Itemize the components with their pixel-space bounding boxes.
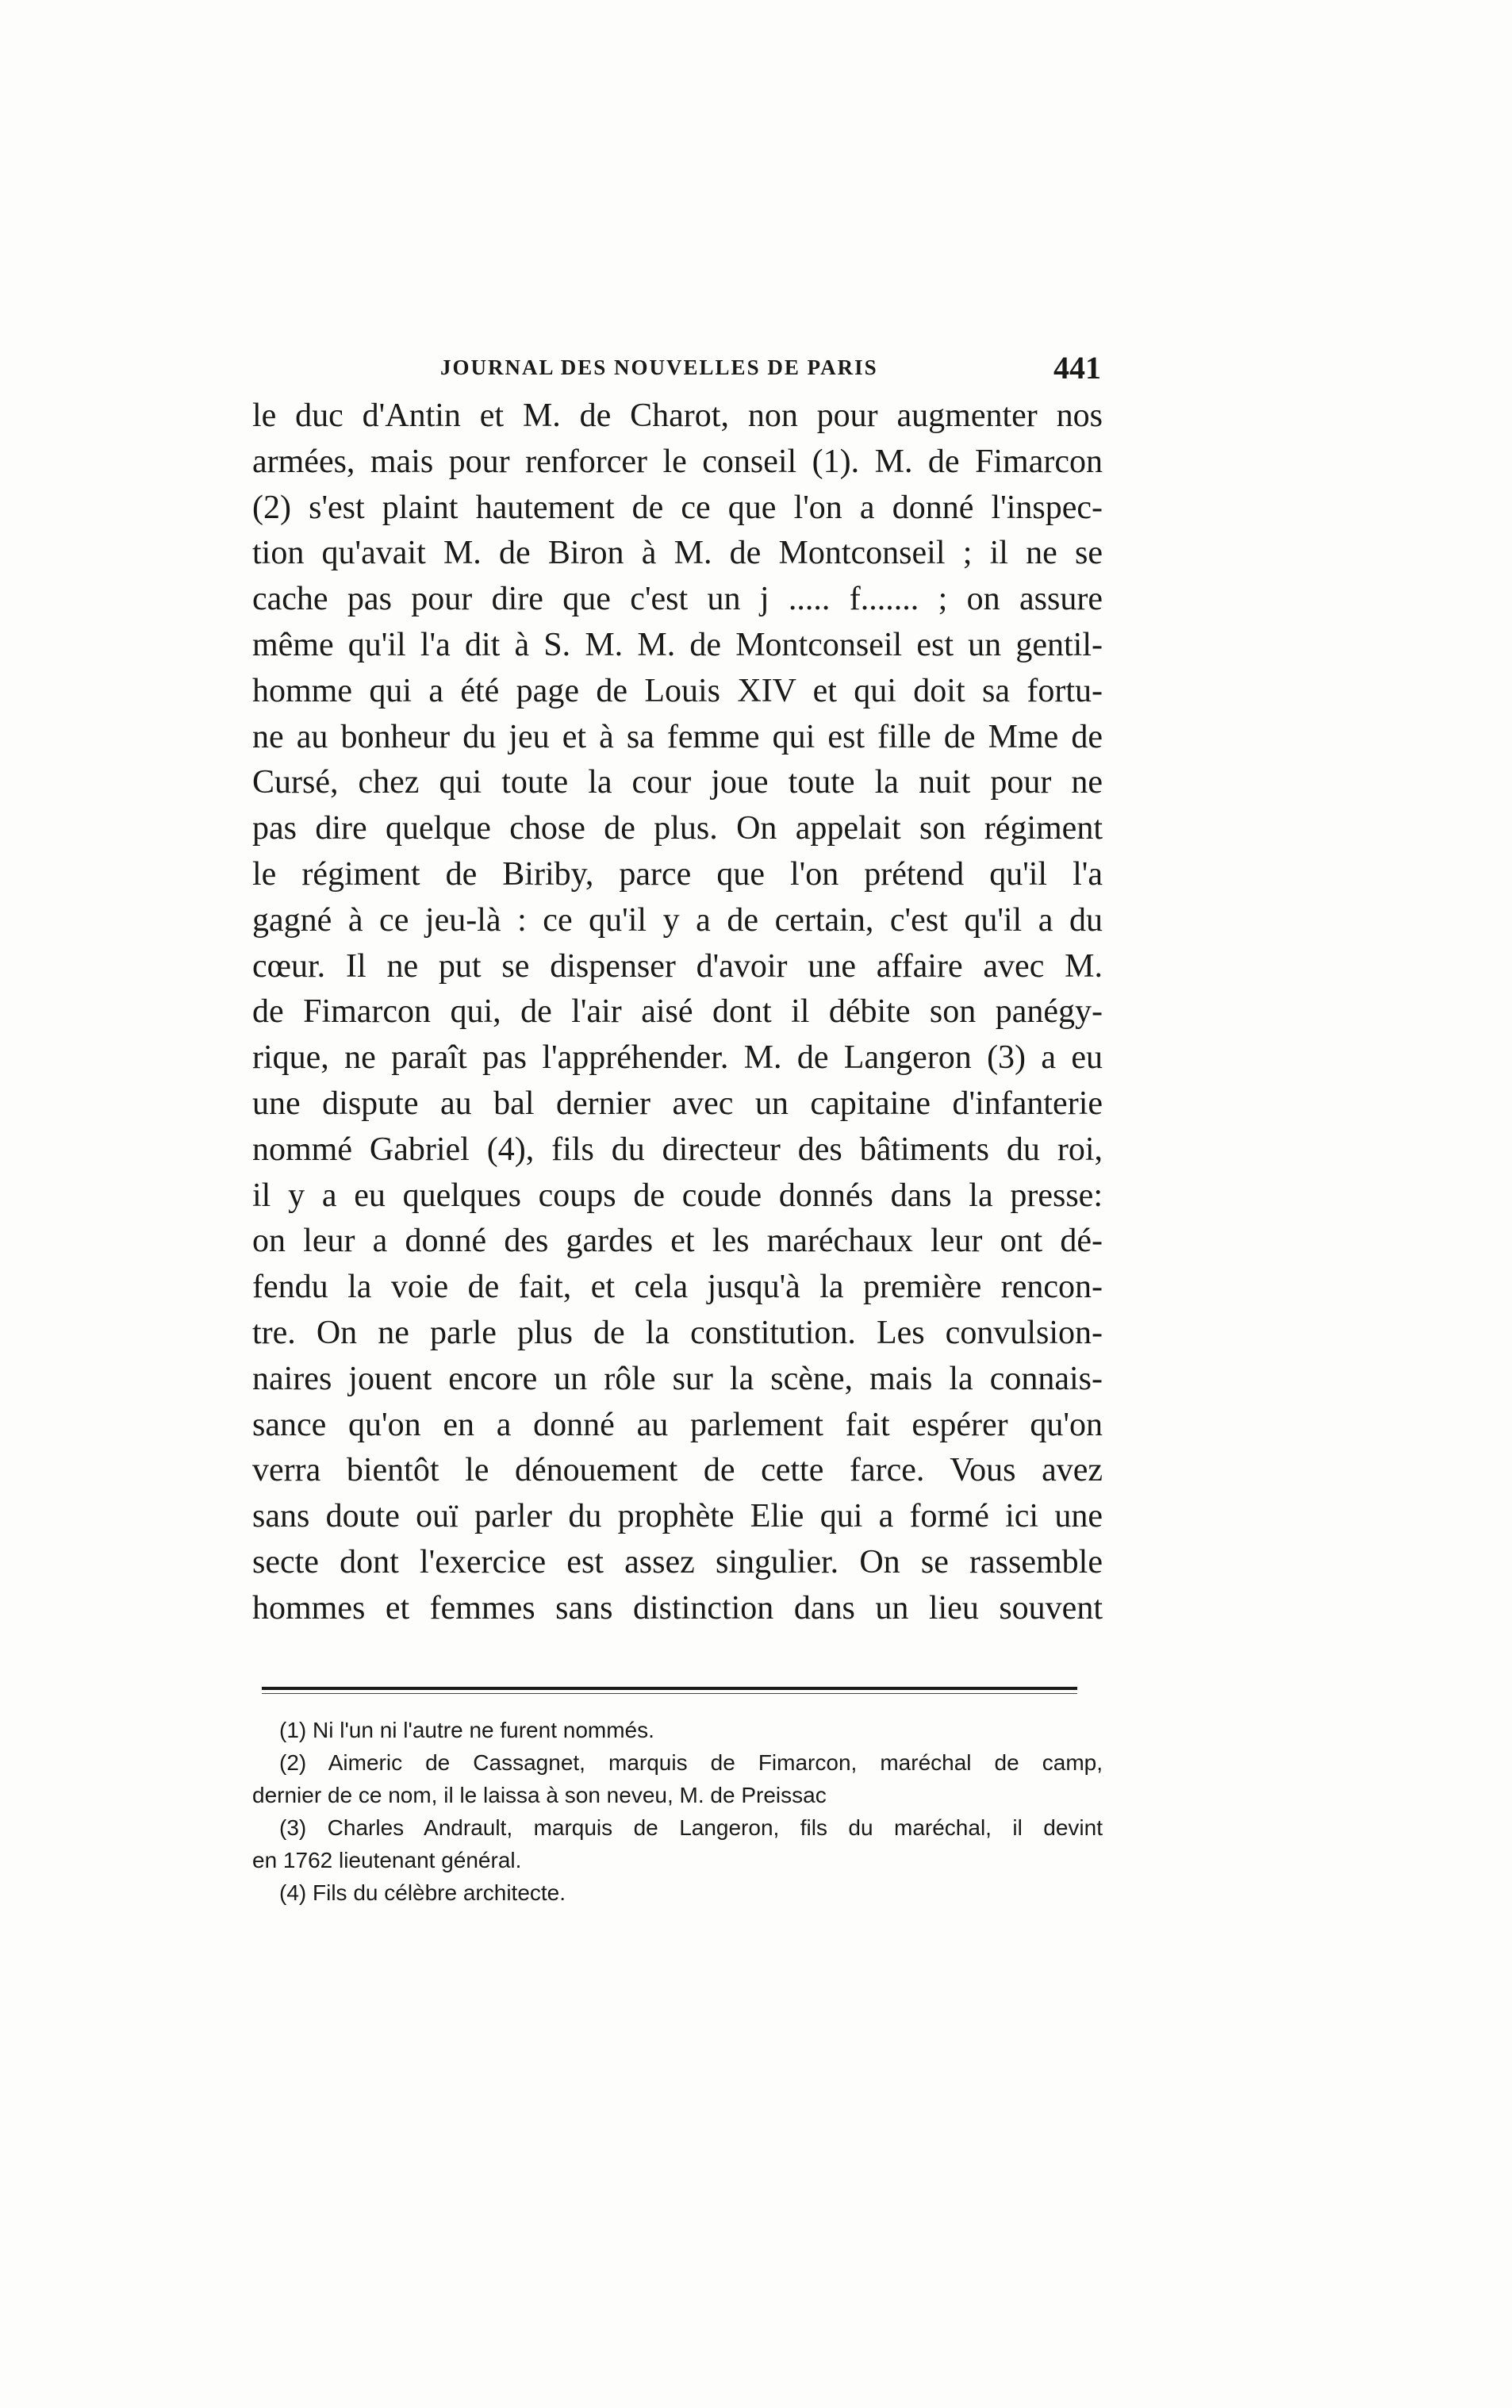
- text-line: une dispute au bal dernier avec un capitaine d'infanterie: [252, 1085, 1103, 1122]
- text-line: de Fimarcon qui, de l'air aisé dont il débite son panégy-: [252, 993, 1103, 1031]
- footnote-3-continued: en 1762 lieutenant général.: [252, 1848, 522, 1872]
- footnote-rule: [262, 1687, 1077, 1690]
- footnote-4: (4) Fils du célèbre architecte.: [279, 1880, 566, 1905]
- text-line: hommes et femmes sans distinction dans un lieu souvent: [252, 1589, 1103, 1626]
- text-line: tion qu'avait M. de Biron à M. de Montconseil ; il ne se: [252, 535, 1103, 572]
- footnotes: [252, 1714, 1103, 1909]
- text-line: le régiment de Biriby, parce que l'on prétend qu'il l'a: [252, 855, 1103, 893]
- text-line: ne au bonheur du jeu et à sa femme qui est fille de Mme de: [252, 718, 1103, 755]
- running-head: [250, 349, 1101, 389]
- text-line: nommé Gabriel (4), fils du directeur des bâtiments du roi,: [252, 1131, 1103, 1168]
- text-line: Cursé, chez qui toute la cour joue toute la nuit pour ne: [252, 764, 1103, 801]
- body-text: [252, 394, 1103, 1632]
- footnote-3: (3) Charles Andrault, marquis de Langeron, fils du maréchal, il devint: [279, 1815, 1103, 1840]
- running-title: JOURNAL DES NOUVELLES DE PARIS: [440, 355, 878, 379]
- text-line: pas dire quelque chose de plus. On appelait son régiment: [252, 810, 1103, 847]
- text-line: sans doute ouï parler du prophète Elie qui a formé ici une: [252, 1498, 1103, 1535]
- text-line: homme qui a été page de Louis XIV et qui doit sa fortu-: [252, 672, 1103, 709]
- footnote-2-continued: dernier de ce nom, il le laissa à son neveu, M. de Preissac: [252, 1783, 827, 1807]
- text-line: cœur. Il ne put se dispenser d'avoir une affaire avec M.: [252, 947, 1103, 985]
- text-line: on leur a donné des gardes et les maréchaux leur ont dé-: [252, 1223, 1103, 1260]
- text-line: cache pas pour dire que c'est un j ..... f....... ; on assure: [252, 581, 1103, 618]
- page-number: 441: [1053, 350, 1101, 386]
- text-line: naires jouent encore un rôle sur la scène, mais la connais-: [252, 1360, 1103, 1397]
- footnote-rule-thin: [262, 1693, 1077, 1694]
- footnote-1: (1) Ni l'un ni l'autre ne furent nommés.: [279, 1718, 654, 1742]
- footnote-2: (2) Aimeric de Cassagnet, marquis de Fimarcon, maréchal de camp,: [279, 1750, 1103, 1775]
- text-line: tre. On ne parle plus de la constitution. Les convulsion-: [252, 1314, 1103, 1351]
- text-line: (2) s'est plaint hautement de ce que l'on a donné l'inspec-: [252, 489, 1103, 526]
- text-line: gagné à ce jeu-là : ce qu'il y a de certain, c'est qu'il a du: [252, 901, 1103, 939]
- text-line: verra bientôt le dénouement de cette farce. Vous avez: [252, 1452, 1103, 1489]
- text-line: le duc d'Antin et M. de Charot, non pour augmenter nos: [252, 397, 1103, 434]
- text-line: sance qu'on en a donné au parlement fait espérer qu'on: [252, 1406, 1103, 1443]
- text-line: secte dont l'exercice est assez singulier. On se rassemble: [252, 1543, 1103, 1580]
- text-line: même qu'il l'a dit à S. M. M. de Montconseil est un gentil-: [252, 626, 1103, 663]
- text-line: rique, ne paraît pas l'appréhender. M. de Langeron (3) a eu: [252, 1039, 1103, 1077]
- text-line: fendu la voie de fait, et cela jusqu'à la première rencon-: [252, 1269, 1103, 1306]
- text-line: il y a eu quelques coups de coude donnés dans la presse:: [252, 1177, 1103, 1214]
- text-line: armées, mais pour renforcer le conseil (1). M. de Fimarcon: [252, 443, 1103, 480]
